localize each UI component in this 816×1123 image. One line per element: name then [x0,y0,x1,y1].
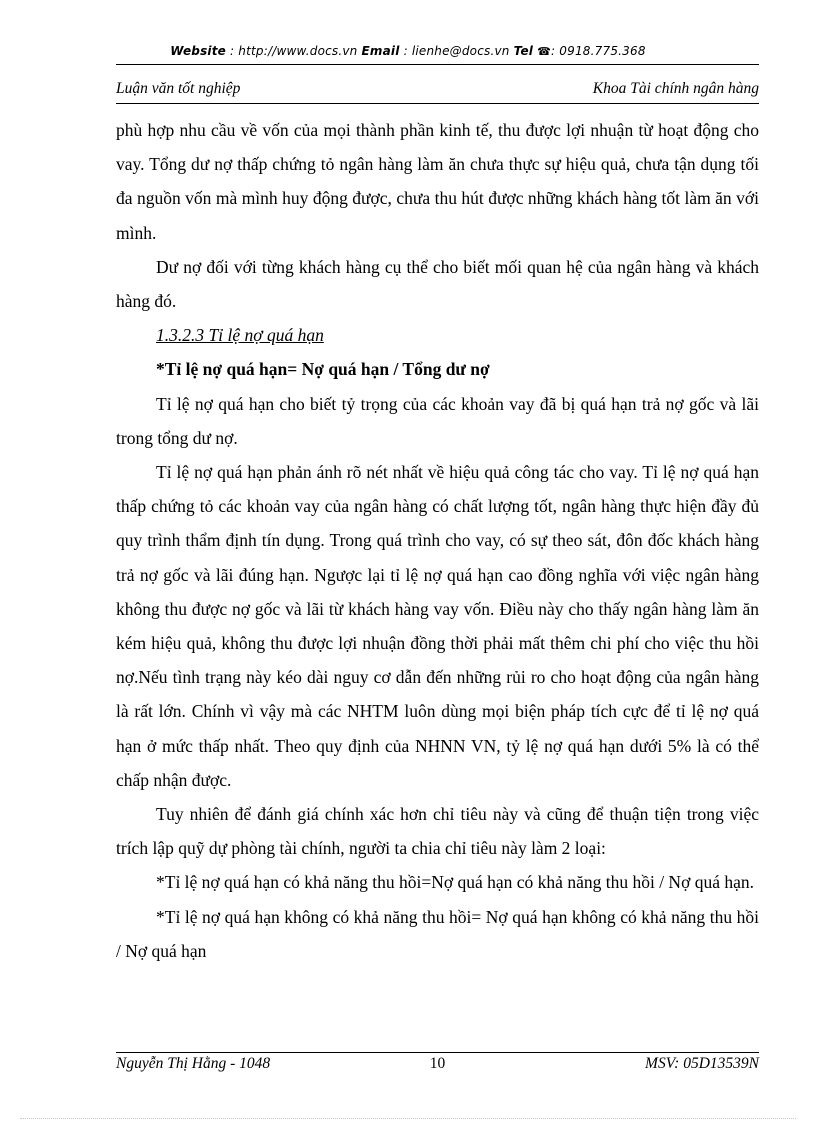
page-footer [116,1055,759,1077]
footer-student-id: MSV: 05D13539N [645,1055,759,1072]
website-contact-bar [0,44,816,58]
paragraph-1: phù hợp nhu cầu về vốn của mọi thành phần kinh tế, thu được lợi nhuận từ hoạt động cho vay. Tổng dư nợ thấp chứng tỏ ngân hàng làm ăn chưa thực sự hiệu quả, chưa tận dụng tối đa nguồn vốn mà mình huy động được, chưa thu hút được những khách hàng tốt làm ăn với mình. [116,120,759,243]
paragraph-4: Tỉ lệ nợ quá hạn phản ánh rõ nét nhất về hiệu quả công tác cho vay. Tỉ lệ nợ quá hạn thấp chứng tỏ các khoản vay của ngân hàng có chất lượng tốt, ngân hàng thực hiện đầy đủ quy trình thẩm định tín dụng. Trong quá trình cho vay, có sự theo sát, đôn đốc khách hàng trả nợ gốc và lãi đúng hạn. Ngược lại tỉ lệ nợ quá hạn cao đồng nghĩa với việc ngân hàng không thu được nợ gốc và lãi từ khách hàng vay vốn. Điều này cho thấy ngân hàng làm ăn kém hiệu quả, không thu được lợi nhuận đồng thời phải mất thêm chi phí cho việc thu hồi nợ.Nếu tình trạng này kéo dài nguy cơ dẫn đến những rủi ro cho hoạt động của ngân hàng là rất lớn. Chính vì vậy mà các NHTM luôn dùng mọi biện pháp tích cực để tỉ lệ nợ quá hạn ở mức thấp nhất. Theo quy định của NHNN VN, tỷ lệ nợ quá hạn dưới 5% là có thể chấp nhận được. [116,462,759,790]
formula-line: *Tỉ lệ nợ quá hạn= Nợ quá hạn / Tổng dư nợ [156,359,490,380]
page-number: 10 [429,1055,446,1072]
tel-label: Tel [513,44,534,58]
email-label: Email [361,44,400,58]
paragraph-3: Tỉ lệ nợ quá hạn cho biết tỷ trọng của các khoản vay đã bị quá hạn trả nợ gốc và lãi trong tổng dư nợ. [116,393,759,448]
website-url[interactable]: : http://www.docs.vn [230,44,358,58]
tel-value: : 0918.775.368 [551,44,646,58]
paragraph-6: *Tỉ lệ nợ quá hạn có khả năng thu hồi=Nợ quá hạn có khả năng thu hồi / Nợ quá hạn. [156,872,754,893]
header-thesis-label: Luận văn tốt nghiệp [116,80,241,97]
paragraph-7: *Tỉ lệ nợ quá hạn không có khả năng thu hồi= Nợ quá hạn không có khả năng thu hồi / Nợ quá hạn [116,906,759,961]
email-value[interactable]: : lienhe@docs.vn [403,44,510,58]
footer-author: Nguyễn Thị Hằng - 1048 [116,1055,271,1072]
paragraph-5: Tuy nhiên để đánh giá chính xác hơn chỉ tiêu này và cũng để thuận tiện trong việc trích lập quỹ dự phòng tài chính, người ta chia chỉ tiêu này làm 2 loại: [116,804,759,859]
website-label: Website [170,44,227,58]
top-divider [116,64,759,65]
footer-divider [116,1052,759,1053]
header-divider [116,103,759,104]
phone-icon: ☎ [537,45,552,58]
section-heading: 1.3.2.3 Tỉ lệ nợ quá hạn [156,325,324,346]
page-body [116,113,759,968]
header-faculty-label: Khoa Tài chính ngân hàng [592,80,759,97]
paragraph-2: Dư nợ đối với từng khách hàng cụ thể cho biết mối quan hệ của ngân hàng và khách hàng đó. [116,256,759,312]
page-bottom-dotted-edge [20,1118,796,1119]
running-header [116,80,759,98]
